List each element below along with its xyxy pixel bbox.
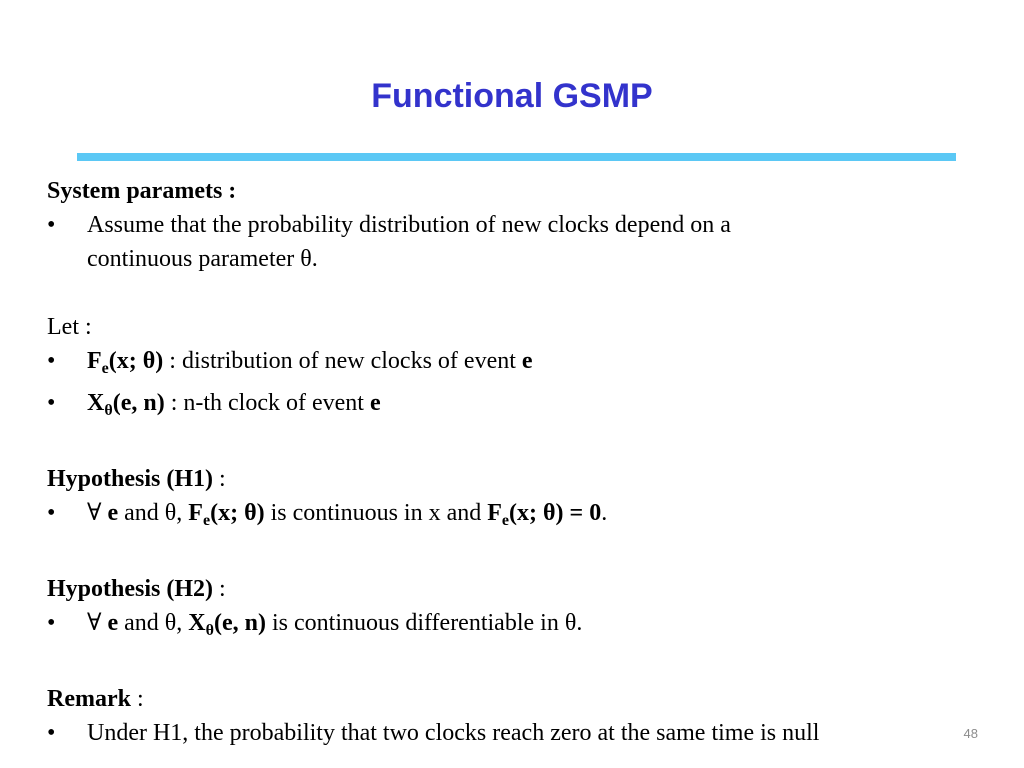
page-number: 48	[963, 726, 978, 741]
remark-bullet: • Under H1, the probability that two clocks reach zero at the same time is null	[47, 716, 987, 750]
title-underline-rule	[77, 153, 956, 161]
slide-body	[47, 174, 987, 750]
hypothesis-h1-bullet: • ∀ e and θ, $F_e(x$; θ) is continuous in x and $F_e(x$; θ) = 0.	[47, 496, 987, 538]
hypothesis-h2-heading: Hypothesis (H2) :	[47, 576, 226, 602]
system-params-line2: continuous parameter θ.	[87, 246, 318, 272]
bullet-marker: •	[47, 610, 56, 636]
remark-heading: Remark :	[47, 686, 144, 712]
slide-title: Functional GSMP	[371, 77, 653, 115]
let-item-distribution: • $F_e(x$; θ) : distribution of new clocks of event e	[47, 344, 987, 386]
bullet-marker: •	[47, 720, 56, 746]
bullet-marker: •	[47, 390, 56, 416]
let-item-clock: • $X_\theta(e$, n) : n-th clock of event e	[47, 386, 987, 428]
hypothesis-h2-bullet: • ∀ e and θ, $X_\theta(e$, n) is continuous differentiable in θ.	[47, 606, 987, 648]
system-params-line1: Assume that the probability distribution of new clocks depend on a	[87, 212, 731, 238]
system-params-heading: System paramets :	[47, 178, 237, 204]
hypothesis-h1-heading: Hypothesis (H1) :	[47, 466, 226, 492]
let-heading: Let :	[47, 314, 92, 340]
bullet-marker: •	[47, 500, 56, 526]
system-params-bullet	[47, 208, 987, 276]
bullet-marker: •	[47, 348, 56, 374]
bullet-marker: •	[47, 212, 56, 238]
